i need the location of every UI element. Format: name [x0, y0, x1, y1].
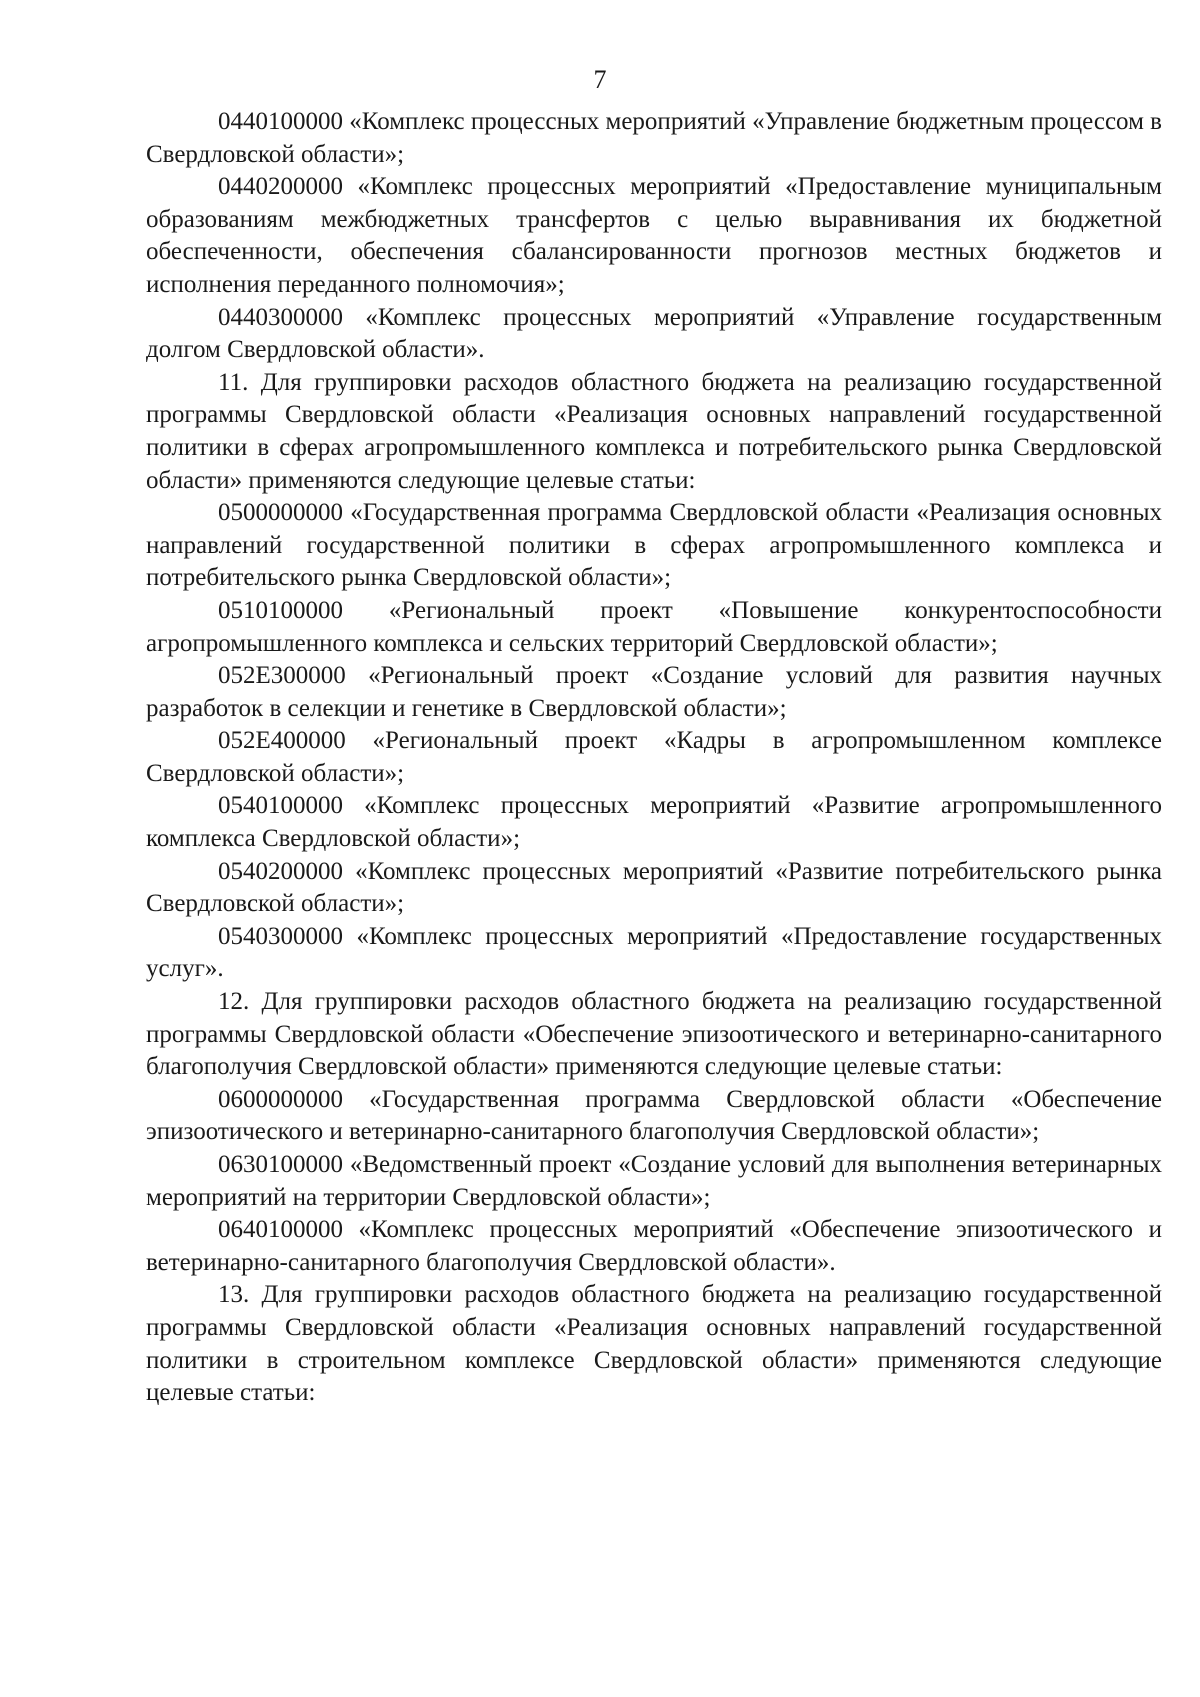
paragraph: 0540100000 «Комплекс процессных мероприятий «Развитие агропромышленного комплекса Свердловской области»;: [146, 792, 1162, 853]
paragraph: 052Е300000 «Региональный проект «Создание условий для развития научных разработок в селекции и генетике в Свердловской области»;: [146, 662, 1162, 722]
paragraph: 052Е400000 «Региональный проект «Кадры в агропромышленном комплексе Свердловской области»;: [146, 727, 1162, 787]
page-number: 7: [593, 65, 607, 94]
paragraph: 0510100000 «Региональный проект «Повышение конкурентоспособности агропромышленного комплекса и сельских территорий Свердловской области»;: [146, 596, 1162, 657]
paragraph: 0540300000 «Комплекс процессных мероприятий «Предоставление государственных услуг».: [146, 922, 1162, 983]
paragraph: 0600000000 «Государственная программа Свердловской области «Обеспечение эпизоотического и ветеринарно-санитарного благополучия Свердловской области»;: [146, 1085, 1162, 1146]
paragraph: 0440200000 «Комплекс процессных мероприятий «Предоставление муниципальным образованиям межбюджетных трансфертов с целью выравнивания их бюджетной обеспеченности, обеспечения сбалансированности прогнозов местных бюджетов и исполнения переданного полномочия»;: [146, 173, 1162, 298]
paragraph: 0440300000 «Комплекс процессных мероприятий «Управление государственным долгом Свердловской области».: [146, 303, 1162, 364]
paragraph: 0540200000 «Комплекс процессных мероприятий «Развитие потребительского рынка Свердловской области»;: [146, 857, 1162, 918]
document-body: [146, 106, 1162, 1410]
paragraph: 0500000000 «Государственная программа Свердловской области «Реализация основных направлений государственной политики в сферах агропромышленного комплекса и потребительского рынка Свердловской области»;: [146, 499, 1162, 592]
numbered-clause: 13. Для группировки расходов областного бюджета на реализацию государственной программы Свердловской области «Реализация основных направлений государственной политики в строительном комплексе Свердловской области» применяются следующие целевые статьи:: [146, 1281, 1162, 1407]
paragraph: 0440100000 «Комплекс процессных мероприятий «Управление бюджетным процессом в Свердловской области»;: [146, 108, 1162, 168]
paragraph: 0640100000 «Комплекс процессных мероприятий «Обеспечение эпизоотического и ветеринарно-санитарного благополучия Свердловской области».: [146, 1216, 1162, 1276]
numbered-clause: 12. Для группировки расходов областного бюджета на реализацию государственной программы Свердловской области «Обеспечение эпизоотического и ветеринарно-санитарного благополучия Свердловской области» применяются следующие целевые статьи:: [146, 988, 1162, 1081]
paragraph: 0630100000 «Ведомственный проект «Создание условий для выполнения ветеринарных мероприятий на территории Свердловской области»;: [146, 1151, 1162, 1211]
numbered-clause: 11. Для группировки расходов областного бюджета на реализацию государственной программы Свердловской области «Реализация основных направлений государственной политики в сферах агропромышленного комплекса и потребительского рынка Свердловской области» применяются следующие целевые статьи:: [146, 368, 1162, 494]
